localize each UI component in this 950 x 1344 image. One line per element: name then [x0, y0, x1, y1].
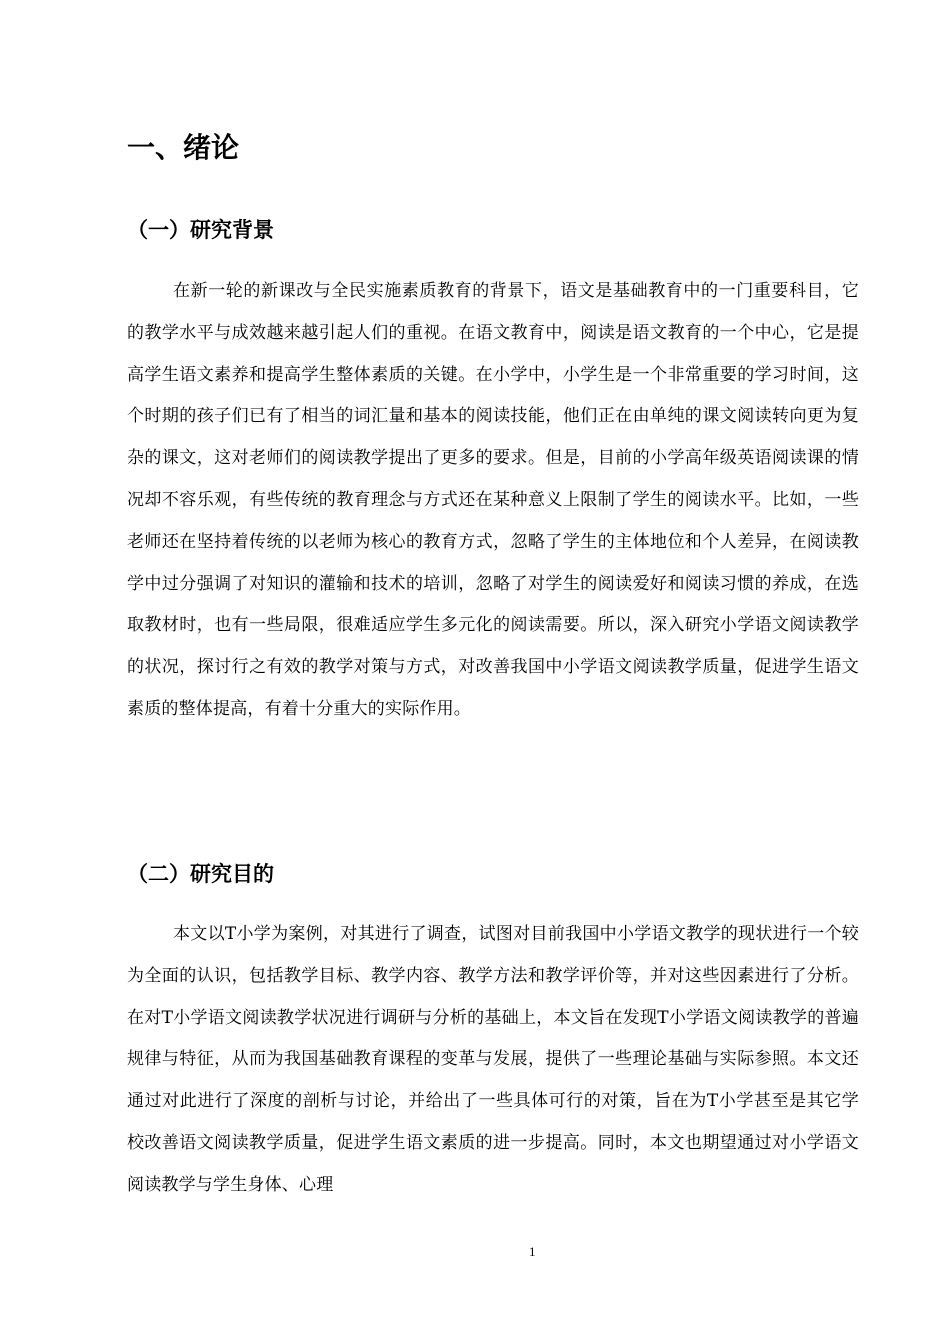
- paragraph-research-purpose: 本文以T小学为案例，对其进行了调查，试图对目前我国中小学语文教学的现状进行一个较为全面的认识，包括教学目标、教学内容、教学方法和教学评价等，并对这些因素进行了分析。在对T小学语文阅读教学状况进行调研与分析的基础上，本文旨在发现T小学语文阅读教学的普遍规律与特征，从而为我国基础教育课程的变革与发展，提供了一些理论基础与实际参照。本文还通过对此进行了深度的剖析与讨论，并给出了一些具体可行的对策，旨在为T小学甚至是其它学校改善语文阅读教学质量，促进学生语文素质的进一步提高。同时，本文也期望通过对小学语文阅读教学与学生身体、心理: [127, 924, 859, 1195]
- section-title-research-background: （一）研究背景: [127, 218, 274, 242]
- page-number: 1: [529, 1244, 536, 1259]
- chapter-title: 一、绪论: [127, 131, 240, 164]
- paragraph-research-background: 在新一轮的新课改与全民实施素质教育的背景下，语文是基础教育中的一门重要科目，它的教学水平与成效越来越引起人们的重视。在语文教育中，阅读是语文教育的一个中心，它是提高学生语文素养和提高学生整体素质的关键。在小学中，小学生是一个非常重要的学习时间，这个时期的孩子们已有了相当的词汇量和基本的阅读技能，他们正在由单纯的课文阅读转向更为复杂的课文，这对老师们的阅读教学提出了更多的要求。但是，目前的小学高年级英语阅读课的情况却不容乐观，有些传统的教育理念与方式还在某种意义上限制了学生的阅读水平。比如，一些老师还在坚持着传统的以老师为核心的教育方式，忽略了学生的主体地位和个人差异，在阅读教学中过分强调了对知识的灌输和技术的培训，忽略了对学生的阅读爱好和阅读习惯的养成，在选取教材时，也有一些局限，很难适应学生多元化的阅读需要。所以，深入研究小学语文阅读教学的状况，探讨行之有效的教学对策与方式，对改善我国中小学语文阅读教学质量，促进学生语文素质的整体提高，有着十分重大的实际作用。: [127, 281, 859, 719]
- document-page: [127, 0, 859, 1344]
- section-title-research-purpose: （二）研究目的: [127, 862, 274, 886]
